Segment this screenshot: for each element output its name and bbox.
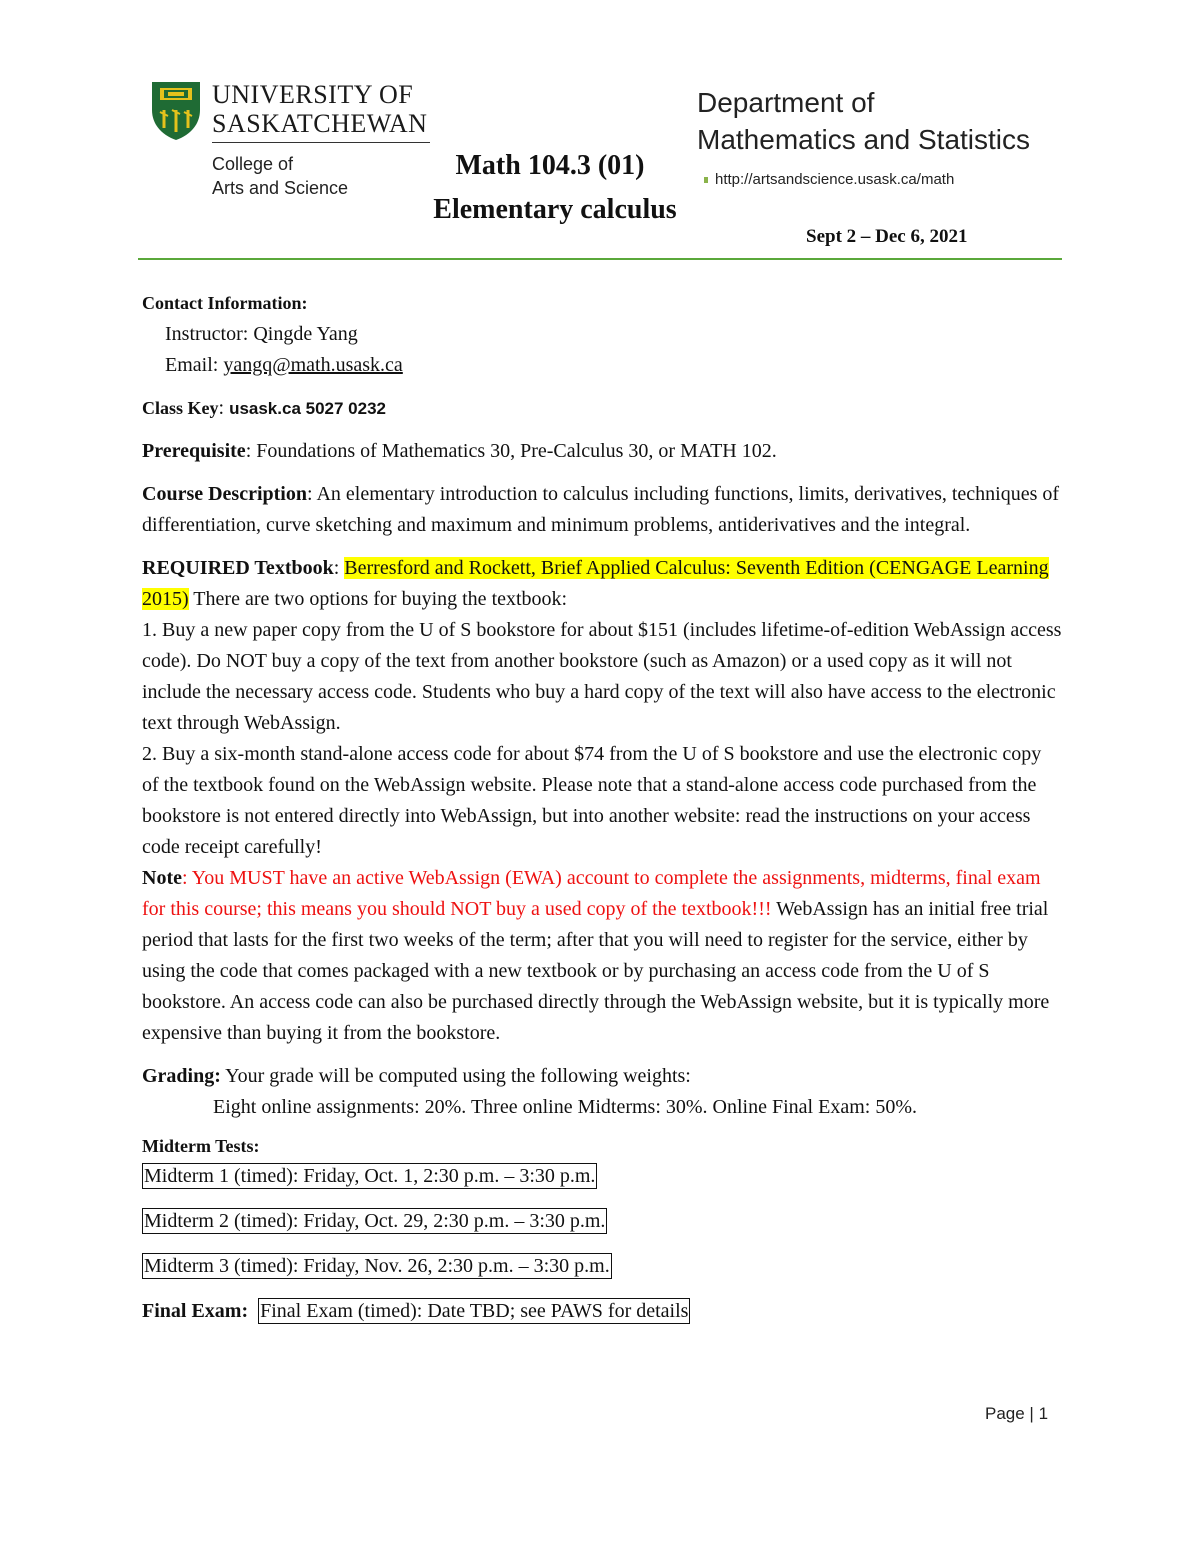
department-url[interactable]: http://artsandscience.usask.ca/math [704, 171, 954, 188]
logo-divider [212, 142, 430, 143]
university-name: UNIVERSITY OF SASKATCHEWAN [212, 80, 428, 138]
course-description: Course Description: An elementary introduction to calculus including functions, limits, derivatives, techniques of differentiation, curve sketching and maximum and minimum problems, antiderivatives and the integral. [142, 483, 1060, 536]
university-crest-icon [150, 80, 202, 142]
instructor-line: Instructor: Qingde Yang [165, 323, 358, 345]
syllabus-body [142, 288, 1062, 1327]
textbook-option-2: 2. Buy a six-month stand-alone access code for about $74 from the U of S bookstore and use the electronic copy of the textbook found on the WebAssign website. Please note that a stand-alone access code purchased from the bookstore is not entered directly into WebAssign, but into another website: read the instructions on your access code receipt carefully! [142, 743, 1042, 858]
contact-heading: Contact Information: [142, 293, 308, 313]
page-number: Page | 1 [985, 1404, 1049, 1423]
final-exam-box: Final Exam (timed): Date TBD; see PAWS for details [260, 1300, 689, 1322]
bullet-icon [704, 177, 708, 183]
prerequisite-line: Prerequisite: Foundations of Mathematics 30, Pre-Calculus 30, or MATH 102. [142, 440, 777, 462]
textbook-title: Berresford and Rockett, Brief Applied Calculus: Seventh Edition (CENGAGE Learning 2015) [142, 557, 1049, 610]
email-line: Email: yangq@math.usask.ca [165, 354, 403, 376]
department-name: Department of Mathematics and Statistics [697, 87, 1031, 155]
midterm-2-box: Midterm 2 (timed): Friday, Oct. 29, 2:30 p.m. – 3:30 p.m. [144, 1210, 606, 1232]
term-dates: Sept 2 – Dec 6, 2021 [806, 226, 968, 247]
course-title: Elementary calculus [433, 194, 677, 225]
midterm-3-box: Midterm 3 (timed): Friday, Nov. 26, 2:30 p.m. – 3:30 p.m. [144, 1255, 610, 1277]
grading-line: Grading: Your grade will be computed using the following weights: [142, 1065, 691, 1087]
class-key-line: Class Key: usask.ca 5027 0232 [142, 397, 386, 419]
college-name: College of Arts and Science [212, 154, 349, 198]
course-code: Math 104.3 (01) [455, 150, 645, 181]
grading-weights: Eight online assignments: 20%. Three online Midterms: 30%. Online Final Exam: 50%. [213, 1096, 917, 1118]
midterms-heading: Midterm Tests: [142, 1136, 260, 1156]
textbook-line: REQUIRED Textbook: Berresford and Rockett, Brief Applied Calculus: Seventh Edition (CENGAGE Learning 2015) There are two options for buying the textbook: [142, 557, 1049, 610]
midterm-1-box: Midterm 1 (timed): Friday, Oct. 1, 2:30 p.m. – 3:30 p.m. [144, 1165, 596, 1187]
email-link[interactable]: yangq@math.usask.ca [223, 354, 403, 376]
header-divider [138, 258, 1062, 260]
note-warning: : You MUST have an active WebAssign (EWA) account to complete the assignments, midterms, final exam for this course; this means you should NOT buy a used copy of the textbook!!! [142, 867, 1041, 920]
textbook-option-1: 1. Buy a new paper copy from the U of S bookstore for about $151 (includes lifetime-of-edition WebAssign access code). Do NOT buy a copy of the text from another bookstore (such as Amazon) or a used copy as it will not include the necessary access code. Students who buy a hard copy of the text will also have access to the electronic text through WebAssign. [142, 619, 1062, 734]
instructor-name: Qingde Yang [253, 323, 358, 345]
final-exam-line: Final Exam: Final Exam (timed): Date TBD; see PAWS for details [142, 1300, 689, 1322]
class-key-value: usask.ca 5027 0232 [229, 399, 386, 418]
webassign-note: Note: You MUST have an active WebAssign (EWA) account to complete the assignments, midterms, final exam for this course; this means you should NOT buy a used copy of the textbook!!! WebAssign has an initial free trial period that lasts for the first two weeks of the term; after that you will need to register for the service, either by using the code that comes packaged with a new textbook or by purchasing an access code from the U of S bookstore. An access code can also be purchased directly through the WebAssign website, but it is typically more expensive than buying it from the bookstore. [142, 867, 1050, 1044]
